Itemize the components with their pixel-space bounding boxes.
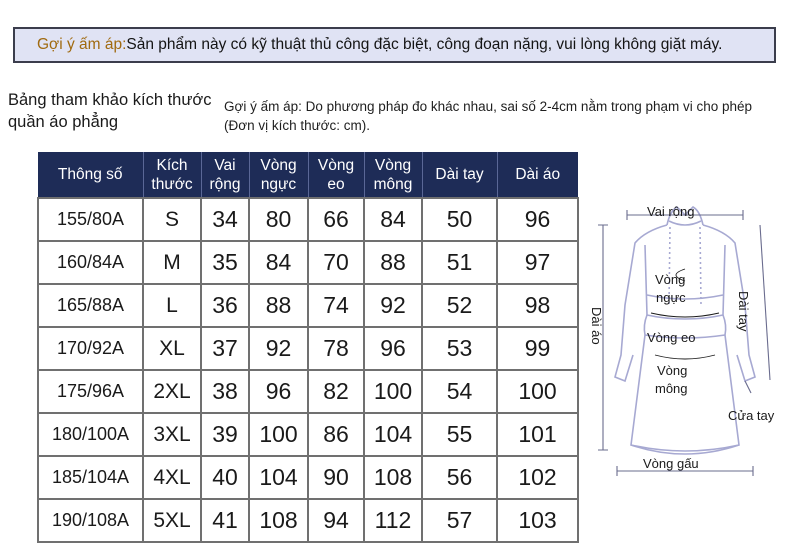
cell-sleeve: 50 <box>422 198 497 241</box>
cell-bust: 84 <box>249 241 308 284</box>
table-row <box>38 327 578 370</box>
cell-length: 102 <box>497 456 578 499</box>
table-row <box>38 284 578 327</box>
cell-sleeve: 57 <box>422 499 497 542</box>
cell-sleeve: 54 <box>422 370 497 413</box>
bust-label-1: Vòng <box>655 272 686 287</box>
table-row <box>38 370 578 413</box>
garment-diagram <box>585 195 790 485</box>
header-length <box>497 152 578 198</box>
cell-hip: 92 <box>364 284 422 327</box>
table-row <box>38 499 578 542</box>
cell-parameter: 170/92A <box>38 327 143 370</box>
header-shoulder-line: rộng <box>209 175 241 193</box>
cell-bust: 96 <box>249 370 308 413</box>
table-row <box>38 456 578 499</box>
table-row <box>38 241 578 284</box>
header-hip-line: mông <box>373 175 413 193</box>
header-bust-line: ngực <box>260 175 297 193</box>
cell-bust: 104 <box>249 456 308 499</box>
cell-waist: 78 <box>308 327 364 370</box>
cell-waist: 74 <box>308 284 364 327</box>
waist-label: Vòng eo <box>647 330 696 345</box>
cell-hip: 88 <box>364 241 422 284</box>
notice-label: Gợi ý ấm áp: <box>37 36 127 53</box>
cell-parameter: 165/88A <box>38 284 143 327</box>
size-chart-title <box>8 89 211 133</box>
cell-shoulder: 34 <box>201 198 249 241</box>
cuff-label: Cửa tay <box>728 408 775 423</box>
length-label: Dài áo <box>589 307 604 345</box>
cell-waist: 70 <box>308 241 364 284</box>
cell-parameter: 190/108A <box>38 499 143 542</box>
size-table <box>37 152 579 543</box>
cell-hip: 84 <box>364 198 422 241</box>
header-hip-line: Vòng <box>374 156 412 174</box>
header-waist-line: Vòng <box>317 156 355 174</box>
cell-parameter: 160/84A <box>38 241 143 284</box>
hip-label-2: mông <box>655 381 688 396</box>
header-size <box>143 152 201 198</box>
header-size-line: Kích <box>156 156 188 174</box>
cell-size: XL <box>143 327 201 370</box>
cell-waist: 82 <box>308 370 364 413</box>
cell-size: 5XL <box>143 499 201 542</box>
cell-sleeve: 51 <box>422 241 497 284</box>
cell-hip: 96 <box>364 327 422 370</box>
title-line-1: Bảng tham khảo kích thước <box>8 91 212 109</box>
cell-length: 103 <box>497 499 578 542</box>
cell-size: L <box>143 284 201 327</box>
cell-parameter: 155/80A <box>38 198 143 241</box>
cell-bust: 92 <box>249 327 308 370</box>
header-length-line: Dài áo <box>515 166 561 183</box>
cell-hip: 104 <box>364 413 422 456</box>
header-sleeve-line: Dài tay <box>435 166 484 183</box>
cell-bust: 80 <box>249 198 308 241</box>
cell-parameter: 180/100A <box>38 413 143 456</box>
title-line-2: quần áo phẳng <box>8 113 119 131</box>
cell-length: 99 <box>497 327 578 370</box>
cell-sleeve: 52 <box>422 284 497 327</box>
hip-label-1: Vòng <box>657 363 688 378</box>
table-header-row <box>38 152 578 198</box>
cell-size: 2XL <box>143 370 201 413</box>
cell-parameter: 185/104A <box>38 456 143 499</box>
cell-shoulder: 41 <box>201 499 249 542</box>
cell-length: 100 <box>497 370 578 413</box>
header-waist <box>308 152 364 198</box>
sleeve-length-label: Dài tay <box>736 291 751 332</box>
cell-size: S <box>143 198 201 241</box>
cell-sleeve: 53 <box>422 327 497 370</box>
cell-bust: 100 <box>249 413 308 456</box>
header-shoulder-line: Vai <box>214 156 236 174</box>
cell-hip: 112 <box>364 499 422 542</box>
header-size-line: thước <box>151 175 193 193</box>
cell-sleeve: 55 <box>422 413 497 456</box>
cell-waist: 66 <box>308 198 364 241</box>
cell-bust: 108 <box>249 499 308 542</box>
cell-waist: 90 <box>308 456 364 499</box>
cell-shoulder: 40 <box>201 456 249 499</box>
header-hip <box>364 152 422 198</box>
cell-length: 96 <box>497 198 578 241</box>
cell-shoulder: 39 <box>201 413 249 456</box>
hem-label: Vòng gấu <box>643 456 699 471</box>
cell-waist: 94 <box>308 499 364 542</box>
cell-length: 101 <box>497 413 578 456</box>
cell-size: 4XL <box>143 456 201 499</box>
cell-shoulder: 36 <box>201 284 249 327</box>
header-parameter <box>38 152 143 198</box>
header-sleeve <box>422 152 497 198</box>
notice-banner <box>13 27 776 63</box>
shoulder-width-label: Vai rộng <box>647 204 695 219</box>
cell-size: 3XL <box>143 413 201 456</box>
cell-hip: 100 <box>364 370 422 413</box>
notice-text: Sản phẩm này có kỹ thuật thủ công đặc biệt, công đoạn nặng, vui lòng không giặt máy. <box>126 36 723 53</box>
header-waist-line: eo <box>327 175 345 193</box>
cell-bust: 88 <box>249 284 308 327</box>
bust-label-2: ngực <box>656 290 686 305</box>
cell-length: 98 <box>497 284 578 327</box>
cell-shoulder: 35 <box>201 241 249 284</box>
table-row <box>38 198 578 241</box>
cell-length: 97 <box>497 241 578 284</box>
cell-size: M <box>143 241 201 284</box>
cell-waist: 86 <box>308 413 364 456</box>
cell-shoulder: 38 <box>201 370 249 413</box>
header-shoulder <box>201 152 249 198</box>
header-parameter-line: Thông số <box>57 166 123 183</box>
cell-parameter: 175/96A <box>38 370 143 413</box>
cell-hip: 108 <box>364 456 422 499</box>
header-bust <box>249 152 308 198</box>
table-row <box>38 413 578 456</box>
header-bust-line: Vòng <box>260 156 297 174</box>
measurement-note: Gợi ý ấm áp: Do phương pháp đo khác nhau, sai số 2-4cm nằm trong phạm vi cho phép (Đơn vị kích thước: cm). <box>224 99 753 133</box>
cell-shoulder: 37 <box>201 327 249 370</box>
cell-sleeve: 56 <box>422 456 497 499</box>
